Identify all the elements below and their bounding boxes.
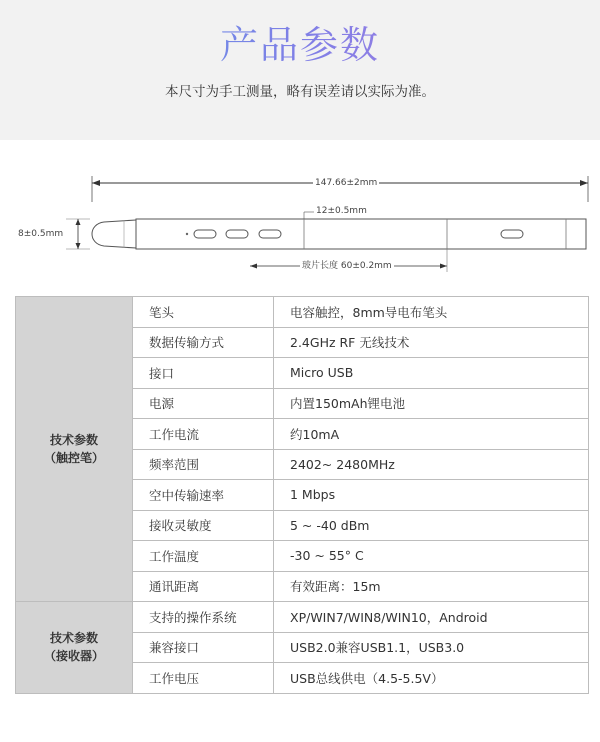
spec-value: 2402~ 2480MHz (274, 449, 589, 480)
spec-name: 兼容接口 (133, 632, 274, 663)
spec-name: 工作温度 (133, 541, 274, 572)
spec-name: 工作电压 (133, 663, 274, 694)
spec-value: XP/WIN7/WIN8/WIN10，Android (274, 602, 589, 633)
table-row (16, 602, 589, 633)
measurement-note: 本尺寸为手工测量，略有误差请以实际为准。 (165, 84, 435, 100)
spec-name: 接口 (133, 358, 274, 389)
total-length-label: 147.66±2mm (315, 178, 378, 188)
segment-label: 12±0.5mm (316, 206, 367, 216)
spec-name: 笔头 (133, 297, 274, 328)
spec-name: 接收灵敏度 (133, 510, 274, 541)
header-banner (0, 0, 600, 140)
spec-name: 数据传输方式 (133, 327, 274, 358)
spec-value: USB2.0兼容USB1.1，USB3.0 (274, 632, 589, 663)
spec-value: 2.4GHz RF 无线技术 (274, 327, 589, 358)
spec-name: 工作电流 (133, 419, 274, 450)
spec-value: 5 ~ -40 dBm (274, 510, 589, 541)
spec-table (15, 296, 589, 694)
page-title: 产品参数 (0, 14, 600, 69)
group-label-pen: 技术参数 （触控笔） (16, 297, 133, 602)
spec-value: 约10mA (274, 419, 589, 450)
spec-value: Micro USB (274, 358, 589, 389)
spec-name: 电源 (133, 388, 274, 419)
spec-value: 1 Mbps (274, 480, 589, 511)
spec-value: 电容触控，8mm导电布笔头 (274, 297, 589, 328)
pen-dimension-diagram (0, 140, 600, 292)
spec-name: 空中传输速率 (133, 480, 274, 511)
diameter-label: 8±0.5mm (18, 229, 64, 239)
spec-name: 频率范围 (133, 449, 274, 480)
spec-name: 支持的操作系统 (133, 602, 274, 633)
group-label-receiver: 技术参数 （接收器） (16, 602, 133, 694)
spec-value: 有效距离：15m (274, 571, 589, 602)
spec-value: USB总线供电（4.5-5.5V） (274, 663, 589, 694)
spec-value: -30 ~ 55° C (274, 541, 589, 572)
spec-name: 通讯距离 (133, 571, 274, 602)
table-row (16, 297, 589, 328)
spec-value: 内置150mAh锂电池 (274, 388, 589, 419)
battery-length-label: 玻片长度 60±0.2mm (302, 261, 392, 271)
